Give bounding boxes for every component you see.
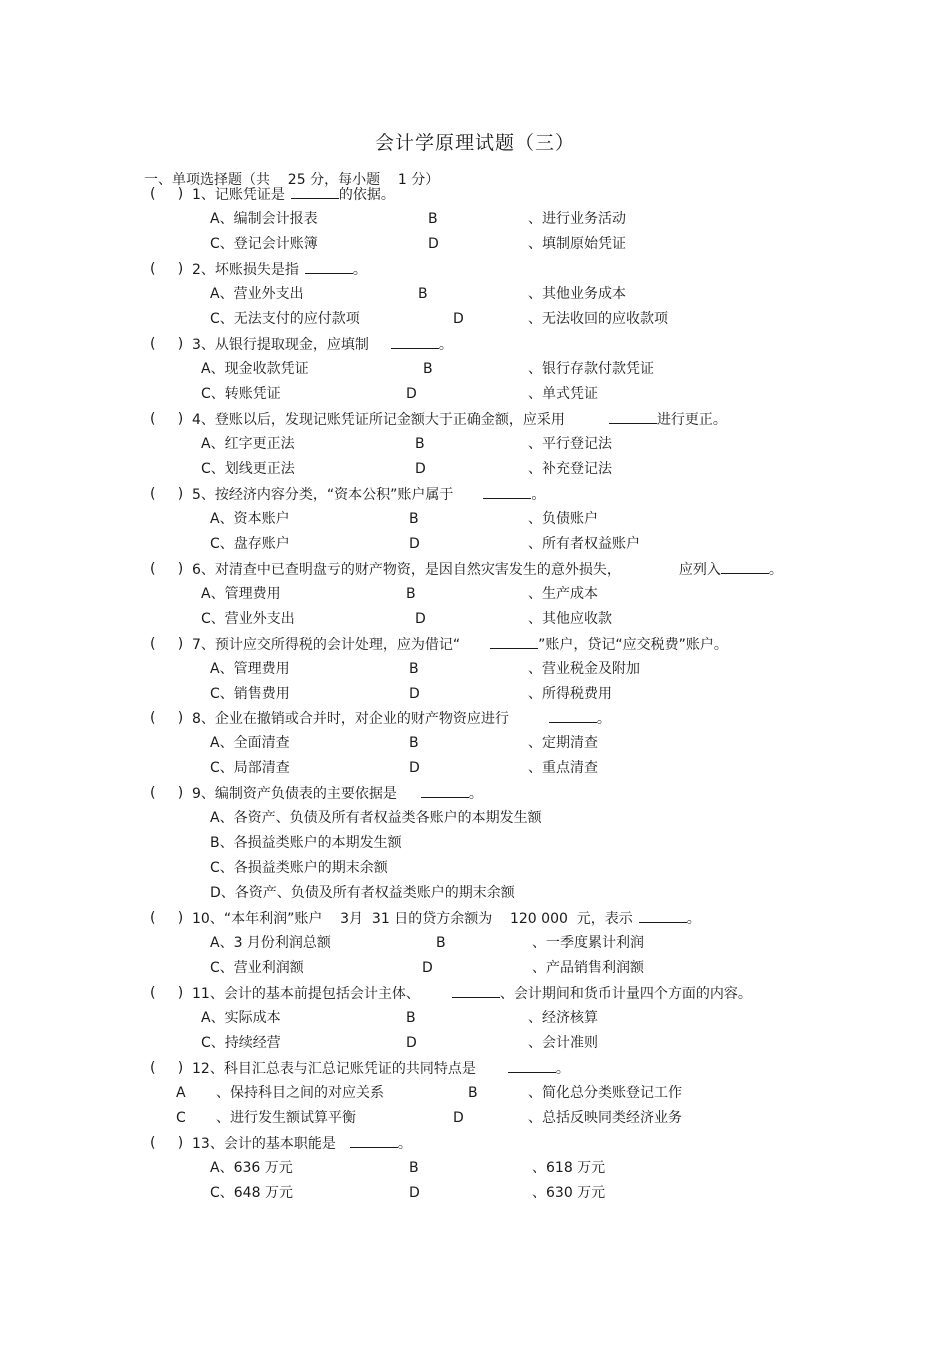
option-C: C、营业外支出: [201, 611, 295, 627]
option-letter: D: [409, 536, 420, 552]
option-letter: B: [415, 436, 425, 452]
answer-blank[interactable]: [391, 334, 439, 349]
stem-text: 13、会计的基本职能是: [192, 1136, 336, 1152]
stem-text: 1、记账凭证是: [192, 187, 285, 203]
answer-blank[interactable]: [508, 1058, 556, 1073]
option-C: C、局部清查: [210, 760, 290, 776]
option-C: C、各损益类账户的期末余额: [210, 860, 388, 876]
option-C: C、转账凭证: [201, 386, 281, 402]
answer-paren: ( ): [150, 261, 184, 277]
question-stem: [192, 259, 367, 280]
answer-paren: ( ): [150, 411, 184, 427]
answer-paren: ( ): [150, 336, 184, 352]
stem-text-end: 。: [531, 487, 546, 503]
option-B: 、一季度累计利润: [532, 935, 644, 951]
option-D: 、填制原始凭证: [528, 236, 626, 252]
option-D: 、产品销售利润额: [532, 960, 644, 976]
question-7: [0, 634, 950, 654]
option-A: A、管理费用: [210, 661, 290, 677]
answer-paren: ( ): [150, 636, 184, 652]
option-A: A、编制会计报表: [210, 211, 318, 227]
stem-text-end: 。: [438, 337, 453, 353]
option-D: 、会计准则: [528, 1035, 598, 1051]
question-stem: [192, 634, 728, 655]
page-title: 会计学原理试题（三）: [374, 132, 575, 154]
option-C: C、盘存账户: [210, 536, 290, 552]
option-C: C、营业利润额: [210, 960, 304, 976]
option-A: A、全面清查: [210, 735, 290, 751]
option-text: 、进行发生额试算平衡: [216, 1110, 356, 1126]
option-C: C、登记会计账簿: [210, 236, 318, 252]
option-C: C、销售费用: [210, 686, 290, 702]
option-letter: D: [409, 760, 420, 776]
answer-blank[interactable]: [452, 983, 500, 998]
option-D: 、补充登记法: [528, 461, 612, 477]
question-stem: [192, 783, 483, 804]
option-B: 、618 万元: [532, 1160, 606, 1176]
option-D: 、所得税费用: [528, 686, 612, 702]
option-text: 、总括反映同类经济业务: [528, 1110, 682, 1126]
stem-text-end: 。: [468, 786, 483, 802]
option-letter: D: [415, 611, 426, 627]
option-D: 、所有者权益账户: [528, 536, 640, 552]
question-4: [0, 409, 950, 429]
option-C: C、持续经营: [201, 1035, 281, 1051]
answer-blank[interactable]: [305, 259, 353, 274]
section-heading: 一、单项选择题（共 25 分，每小题 1 分）: [144, 172, 440, 188]
question-1: [0, 184, 950, 204]
option-letter: D: [453, 1110, 464, 1126]
option-letter: D: [406, 386, 417, 402]
stem-text: 4、登账以后，发现记账凭证所记金额大于正确金额，应采用: [192, 412, 565, 428]
option-D: 、无法收回的应收款项: [528, 311, 668, 327]
option-B: 、其他业务成本: [528, 286, 626, 302]
option-letter: B: [428, 211, 438, 227]
answer-blank[interactable]: [490, 634, 538, 649]
answer-blank[interactable]: [350, 1133, 398, 1148]
stem-text-end: 。: [397, 1136, 412, 1152]
option-A: A、管理费用: [201, 586, 281, 602]
option-letter: A: [176, 1085, 186, 1101]
option-letter: D: [453, 311, 464, 327]
stem-text: 6、对清查中已查明盘亏的财产物资，是因自然灾害发生的意外损失，: [192, 562, 621, 578]
question-stem: [192, 908, 701, 929]
answer-blank[interactable]: [721, 559, 769, 574]
option-letter: D: [406, 1035, 417, 1051]
option-D: 、单式凭证: [528, 386, 598, 402]
option-letter: D: [409, 1185, 420, 1201]
option-B: 、经济核算: [528, 1010, 598, 1026]
option-letter: B: [409, 1160, 419, 1176]
question-5: [0, 484, 950, 504]
stem-text: 10、“本年利润”账户 3月 31 日的贷方余额为 120 000 元，表示: [192, 911, 633, 927]
option-A: A、3 月份利润总额: [210, 935, 331, 951]
option-letter: B: [436, 935, 446, 951]
option-C: C、648 万元: [210, 1185, 293, 1201]
stem-text: 5、按经济内容分类，“资本公积”账户属于: [192, 487, 454, 503]
answer-paren: ( ): [150, 561, 184, 577]
question-12: [0, 1058, 950, 1078]
question-10: [0, 908, 950, 928]
question-11: [0, 983, 950, 1003]
option-letter: B: [418, 286, 428, 302]
option-letter: D: [409, 686, 420, 702]
answer-paren: ( ): [150, 486, 184, 502]
question-13: [0, 1133, 950, 1153]
stem-text: 12、科目汇总表与汇总记账凭证的共同特点是: [192, 1061, 476, 1077]
option-D: 、630 万元: [532, 1185, 606, 1201]
stem-text-mid: 应列入: [678, 562, 721, 578]
option-letter: B: [468, 1085, 478, 1101]
question-stem: [192, 184, 395, 205]
stem-text-end: 。: [555, 1061, 570, 1077]
answer-blank[interactable]: [609, 409, 657, 424]
stem-text-end: 进行更正。: [656, 412, 727, 428]
stem-text-end: 。: [686, 911, 701, 927]
question-stem: [192, 484, 545, 505]
option-letter: B: [423, 361, 433, 377]
option-D: D、各资产、负债及所有者权益类账户的期末余额: [210, 885, 515, 901]
stem-text: 7、预计应交所得税的会计处理，应为借记“: [192, 637, 461, 653]
answer-paren: ( ): [150, 985, 184, 1001]
question-stem: [192, 559, 783, 580]
option-letter: B: [409, 511, 419, 527]
stem-text-end: 。: [596, 711, 611, 727]
answer-blank[interactable]: [549, 708, 597, 723]
stem-text: 2、坏账损失是指: [192, 262, 299, 278]
answer-blank[interactable]: [421, 783, 469, 798]
option-letter: B: [409, 661, 419, 677]
option-C: C、无法支付的应付款项: [210, 311, 360, 327]
option-B: 、银行存款付款凭证: [528, 361, 654, 377]
question-stem: [192, 409, 727, 430]
question-6: [0, 559, 950, 579]
stem-text-end: 。: [352, 262, 367, 278]
option-letter: D: [422, 960, 433, 976]
question-9: [0, 783, 950, 803]
stem-text-end: ”账户，贷记“应交税费”账户。: [538, 637, 728, 653]
option-B: 、营业税金及附加: [528, 661, 640, 677]
option-D: 、重点清查: [528, 760, 598, 776]
option-B: 、进行业务活动: [528, 211, 626, 227]
option-letter: B: [406, 586, 416, 602]
option-A: A、实际成本: [201, 1010, 281, 1026]
stem-text-end: 的依据。: [338, 187, 395, 203]
answer-paren: ( ): [150, 1060, 184, 1076]
option-letter: D: [428, 236, 439, 252]
option-C: C、划线更正法: [201, 461, 295, 477]
question-stem: [192, 708, 611, 729]
option-letter: B: [406, 1010, 416, 1026]
option-letter: B: [409, 735, 419, 751]
option-D: 、其他应收款: [528, 611, 612, 627]
stem-text: 9、编制资产负债表的主要依据是: [192, 786, 397, 802]
question-8: [0, 708, 950, 728]
stem-text: 8、企业在撤销或合并时，对企业的财产物资应进行: [192, 711, 509, 727]
option-letter: D: [415, 461, 426, 477]
question-stem: [192, 1058, 570, 1079]
option-A: A、红字更正法: [201, 436, 295, 452]
answer-paren: ( ): [150, 186, 184, 202]
question-stem: [192, 334, 453, 355]
stem-text-end: 。: [768, 562, 783, 578]
option-A: A、资本账户: [210, 511, 290, 527]
answer-paren: ( ): [150, 910, 184, 926]
option-B: 、负债账户: [528, 511, 598, 527]
answer-blank[interactable]: [639, 908, 687, 923]
option-letter: C: [176, 1110, 186, 1126]
option-B: 、平行登记法: [528, 436, 612, 452]
option-B: 、定期清查: [528, 735, 598, 751]
answer-paren: ( ): [150, 785, 184, 801]
option-text: 、简化总分类账登记工作: [528, 1085, 682, 1101]
answer-paren: ( ): [150, 1135, 184, 1151]
option-A: A、现金收款凭证: [201, 361, 309, 377]
option-B: B、各损益类账户的本期发生额: [210, 835, 402, 851]
question-stem: [192, 1133, 412, 1154]
option-text: 、保持科目之间的对应关系: [216, 1085, 384, 1101]
option-A: A、营业外支出: [210, 286, 304, 302]
answer-blank[interactable]: [291, 184, 339, 199]
stem-text: 11、会计的基本前提包括会计主体、: [192, 986, 420, 1002]
question-2: [0, 259, 950, 279]
option-A: A、各资产、负债及所有者权益类各账户的本期发生额: [210, 810, 542, 826]
option-B: 、生产成本: [528, 586, 598, 602]
answer-paren: ( ): [150, 710, 184, 726]
question-stem: [192, 983, 752, 1004]
stem-text-end: 、会计期间和货币计量四个方面的内容。: [499, 986, 752, 1002]
option-A: A、636 万元: [210, 1160, 293, 1176]
question-3: [0, 334, 950, 354]
stem-text: 3、从银行提取现金，应填制: [192, 337, 369, 353]
answer-blank[interactable]: [483, 484, 531, 499]
